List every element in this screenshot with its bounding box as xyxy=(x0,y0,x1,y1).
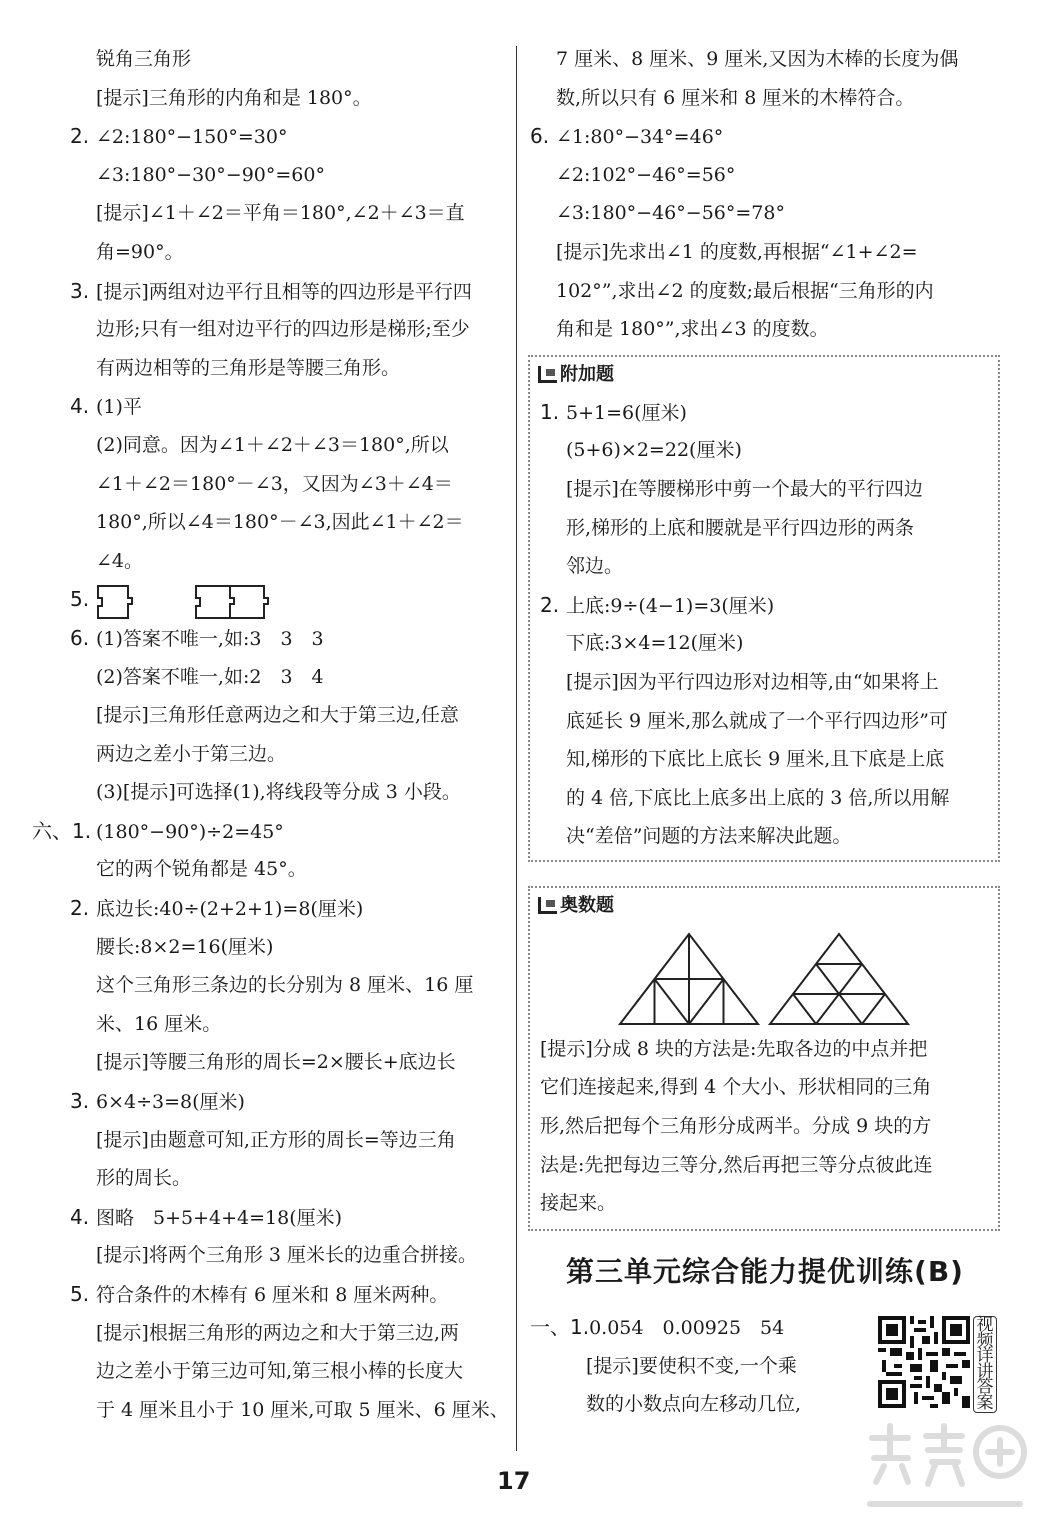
answer-text: 有两边相等的三角形是等腰三角形。 xyxy=(96,356,401,379)
answer-text: 它们连接起来,得到 4 个大小、形状相同的三角 xyxy=(540,1076,932,1099)
answer-text: ∠2:102°−46°=56° xyxy=(556,163,736,186)
answer-text: 数,所以只有 6 厘米和 8 厘米的木棒符合。 xyxy=(556,86,915,109)
qr-code-icon[interactable] xyxy=(878,1316,970,1408)
answer-line xyxy=(70,1043,510,1082)
answer-text: [提示]两组对边平行且相等的四边形是平行四 xyxy=(96,280,472,303)
answer-text: 7 厘米、8 厘米、9 厘米,又因为木棒的长度为偶 xyxy=(556,48,959,70)
answer-line xyxy=(530,509,998,548)
answer-text: 下底:3×4=12(厘米) xyxy=(566,632,744,655)
answer-line xyxy=(70,580,510,619)
answer-line xyxy=(70,426,510,465)
answer-text: (1)平 xyxy=(96,396,142,419)
extra-questions-title: 附加题 xyxy=(560,363,614,385)
answer-line xyxy=(530,40,1000,79)
answer-text: 角和是 180°”,求出∠3 的度数。 xyxy=(556,318,829,341)
answer-text: (5+6)×2=22(厘米) xyxy=(566,439,742,462)
answer-line xyxy=(530,817,998,856)
answer-line xyxy=(70,40,510,79)
answer-line xyxy=(530,393,998,432)
answer-line xyxy=(70,465,510,504)
answer-text: 形,然后把每个三角形分成两半。分成 9 块的方 xyxy=(540,1115,932,1138)
extra-questions-box xyxy=(528,355,1000,862)
answer-text: 角=90°。 xyxy=(96,240,184,263)
answer-line xyxy=(70,156,510,195)
answer-line xyxy=(70,1391,510,1430)
answer-text: 形,梯形的上底和腰就是平行四边形的两条 xyxy=(566,516,915,539)
answer-line xyxy=(70,619,510,658)
answer-line xyxy=(70,1159,510,1198)
answer-line xyxy=(70,503,510,542)
extra-questions-lines xyxy=(530,393,998,856)
answer-line xyxy=(530,1308,870,1347)
answer-text: 102°”,求出∠2 的度数;最后根据“三角形的内 xyxy=(556,279,934,302)
answer-line xyxy=(530,1184,998,1223)
question-number: 六、1. xyxy=(32,818,92,843)
answer-line xyxy=(530,663,998,702)
question-number: 一、1. xyxy=(530,1315,590,1339)
answer-text: ∠4。 xyxy=(96,549,144,572)
answer-line xyxy=(530,431,998,470)
question-number: 3. xyxy=(70,1089,90,1114)
answer-text: (2)答案不唯一,如:2 3 4 xyxy=(96,665,324,688)
answer-line xyxy=(70,1082,510,1121)
answer-text: [提示]等腰三角形的周长=2×腰长+底边长 xyxy=(96,1051,456,1074)
answer-text: [提示]三角形任意两边之和大于第三边,任意 xyxy=(96,704,459,727)
answer-line xyxy=(70,310,510,349)
answer-line xyxy=(70,928,510,967)
answer-text: 两边之差小于第三边。 xyxy=(96,742,287,765)
answer-text: 边形;只有一组对边平行的四边形是梯形;至少 xyxy=(96,318,470,341)
answer-text: (180°−90°)÷2=45° xyxy=(96,820,284,843)
right-top-answers xyxy=(530,40,1000,349)
answer-line xyxy=(530,702,998,741)
unit-title: 第三单元综合能力提优训练(B) xyxy=(566,1255,964,1288)
olympiad-lines xyxy=(530,1030,998,1223)
question-number: 4. xyxy=(70,394,90,419)
right-bottom-answers xyxy=(530,1308,870,1424)
answer-line xyxy=(530,233,1000,272)
answer-text: 图略 5+5+4+4=18(厘米) xyxy=(96,1206,343,1229)
answer-text: 边之差小于第三边可知,第三根小棒的长度大 xyxy=(96,1360,464,1383)
right-column xyxy=(530,40,1000,1231)
answer-text: [提示]分成 8 块的方法是:先取各边的中点并把 xyxy=(540,1037,928,1060)
answer-line xyxy=(70,79,510,118)
question-number: 6. xyxy=(70,625,90,650)
answer-line xyxy=(70,696,510,735)
answer-text: 接起来。 xyxy=(540,1192,617,1215)
watermark-logo-icon xyxy=(862,1418,1032,1530)
triangle-division-figure xyxy=(614,930,914,1030)
answer-line xyxy=(70,194,510,233)
answer-line xyxy=(70,1121,510,1160)
answer-text: [提示]三角形的内角和是 180°。 xyxy=(96,86,372,109)
answer-line xyxy=(70,966,510,1005)
question-number: 2. xyxy=(540,592,560,617)
question-number: 2. xyxy=(70,124,90,149)
answer-text: 上底:9÷(4−1)=3(厘米) xyxy=(566,594,775,617)
answer-line xyxy=(70,1198,510,1237)
answer-text: ∠3:180°−30°−90°=60° xyxy=(96,163,325,186)
answer-line xyxy=(530,1347,870,1386)
answer-text: (3)[提示]可选择(1),将线段等分成 3 小段。 xyxy=(96,781,461,804)
answer-line xyxy=(530,779,998,818)
answer-line xyxy=(70,233,510,272)
answer-text: 于 4 厘米且小于 10 厘米,可取 5 厘米、6 厘米、 xyxy=(96,1398,509,1421)
answer-line xyxy=(70,850,510,889)
answer-text: 法是:先把每边三等分,然后再把三等分点彼此连 xyxy=(540,1153,933,1176)
extra-questions-header xyxy=(530,357,998,393)
answer-text: ∠1＋∠2＝180°－∠3，又因为∠3＋∠4＝ xyxy=(96,472,453,495)
book-icon xyxy=(538,897,557,914)
answer-text: 这个三角形三条边的长分别为 8 厘米、16 厘 xyxy=(96,974,474,997)
answer-text: 底延长 9 厘米,那么就成了一个平行四边形”可 xyxy=(566,709,948,732)
answer-line xyxy=(70,349,510,388)
answer-line xyxy=(70,272,510,311)
answer-text: ∠2:180°−150°=30° xyxy=(96,126,288,149)
column-divider xyxy=(516,46,517,1451)
question-number: 1. xyxy=(540,399,560,424)
answer-line xyxy=(70,117,510,156)
answer-line xyxy=(530,470,998,509)
olympiad-header xyxy=(530,888,998,924)
page-number: 17 xyxy=(497,1467,531,1495)
answer-text: 5+1=6(厘米) xyxy=(566,401,687,424)
answer-line xyxy=(70,1314,510,1353)
answer-line xyxy=(70,1005,510,1044)
answer-line xyxy=(530,740,998,779)
answer-line xyxy=(70,542,510,581)
answer-text: 米、16 厘米。 xyxy=(96,1012,222,1035)
answer-line xyxy=(530,194,1000,233)
answer-line xyxy=(70,1236,510,1275)
answer-text: [提示]由题意可知,正方形的周长=等边三角 xyxy=(96,1128,456,1151)
answer-text: (2)同意。因为∠1＋∠2＋∠3＝180°,所以 xyxy=(96,433,449,456)
answer-text: 符合条件的木棒有 6 厘米和 8 厘米两种。 xyxy=(96,1284,449,1306)
answer-text: [提示]将两个三角形 3 厘米长的边重合拼接。 xyxy=(96,1244,477,1267)
answer-text: [提示]根据三角形的两边之和大于第三边,两 xyxy=(96,1321,459,1344)
book-icon xyxy=(538,366,557,383)
question-number: 4. xyxy=(70,1204,90,1229)
answer-text: ∠1:80°−34°=46° xyxy=(556,126,724,149)
answer-text: [提示]在等腰梯形中剪一个最大的平行四边 xyxy=(566,477,923,500)
answer-line xyxy=(70,387,510,426)
answer-line xyxy=(70,1352,510,1391)
answer-text: [提示]∠1＋∠2＝平角＝180°,∠2＋∠3＝直 xyxy=(96,202,465,225)
left-column xyxy=(32,40,510,1429)
answer-text: 数的小数点向左移动几位, xyxy=(586,1393,802,1416)
answer-line xyxy=(530,156,1000,195)
answer-text: (1)答案不唯一,如:3 3 3 xyxy=(96,627,324,650)
answer-text: [提示]因为平行四边形对边相等,由“如果将上 xyxy=(566,670,939,693)
answer-text: [提示]先求出∠1 的度数,再根据“∠1+∠2= xyxy=(556,240,918,263)
answer-line xyxy=(530,1385,870,1424)
qr-video-label: 视频详讲答案 xyxy=(973,1316,997,1413)
olympiad-box xyxy=(528,886,1000,1231)
answer-text: ∠3:180°−46°−56°=78° xyxy=(556,202,785,225)
answer-line xyxy=(530,117,1000,156)
answer-line xyxy=(530,1107,998,1146)
answer-text: 知,梯形的下底比上底长 9 厘米,且下底是上底 xyxy=(566,748,945,771)
answer-line xyxy=(530,310,1000,349)
answer-text: 它的两个锐角都是 45°。 xyxy=(96,858,307,881)
answer-line xyxy=(70,1275,510,1314)
answer-text: [提示]要使积不变,一个乘 xyxy=(586,1354,797,1377)
answer-text: 底边长:40÷(2+2+1)=8(厘米) xyxy=(96,898,364,921)
answer-text: 锐角三角形 xyxy=(96,48,192,70)
answer-text: 6×4÷3=8(厘米) xyxy=(96,1091,245,1114)
question-number: 5. xyxy=(70,1282,90,1306)
answer-line xyxy=(530,586,998,625)
answer-text: 的 4 倍,下底比上底多出上底的 3 倍,所以用解 xyxy=(566,786,950,809)
answer-text: 形的周长。 xyxy=(96,1167,192,1190)
answer-line xyxy=(70,773,510,812)
answer-text: 邻边。 xyxy=(566,555,624,578)
triangle-9-pieces xyxy=(770,934,908,1024)
answer-line xyxy=(70,735,510,774)
answer-text: 180°,所以∠4＝180°－∠3,因此∠1＋∠2＝ xyxy=(96,511,464,534)
answer-line xyxy=(32,812,510,851)
question-number: 2. xyxy=(70,896,90,921)
answer-text: 腰长:8×2=16(厘米) xyxy=(96,935,274,958)
answer-text: 决“差倍”问题的方法来解决此题。 xyxy=(566,825,852,848)
answer-text: 0.054 0.00925 54 xyxy=(589,1317,785,1339)
answer-line xyxy=(530,1030,998,1069)
question-number: 6. xyxy=(530,124,550,149)
answer-line xyxy=(530,624,998,663)
question-number: 3. xyxy=(70,278,90,303)
answer-line xyxy=(530,1068,998,1107)
cut-shapes-figure xyxy=(96,582,276,622)
answer-line xyxy=(530,547,998,586)
answer-line xyxy=(530,1146,998,1185)
olympiad-title: 奥数题 xyxy=(560,894,614,916)
answer-line xyxy=(530,79,1000,118)
answer-line xyxy=(70,658,510,697)
question-number: 5. xyxy=(70,587,90,612)
answer-line xyxy=(70,889,510,928)
answer-line xyxy=(530,272,1000,311)
